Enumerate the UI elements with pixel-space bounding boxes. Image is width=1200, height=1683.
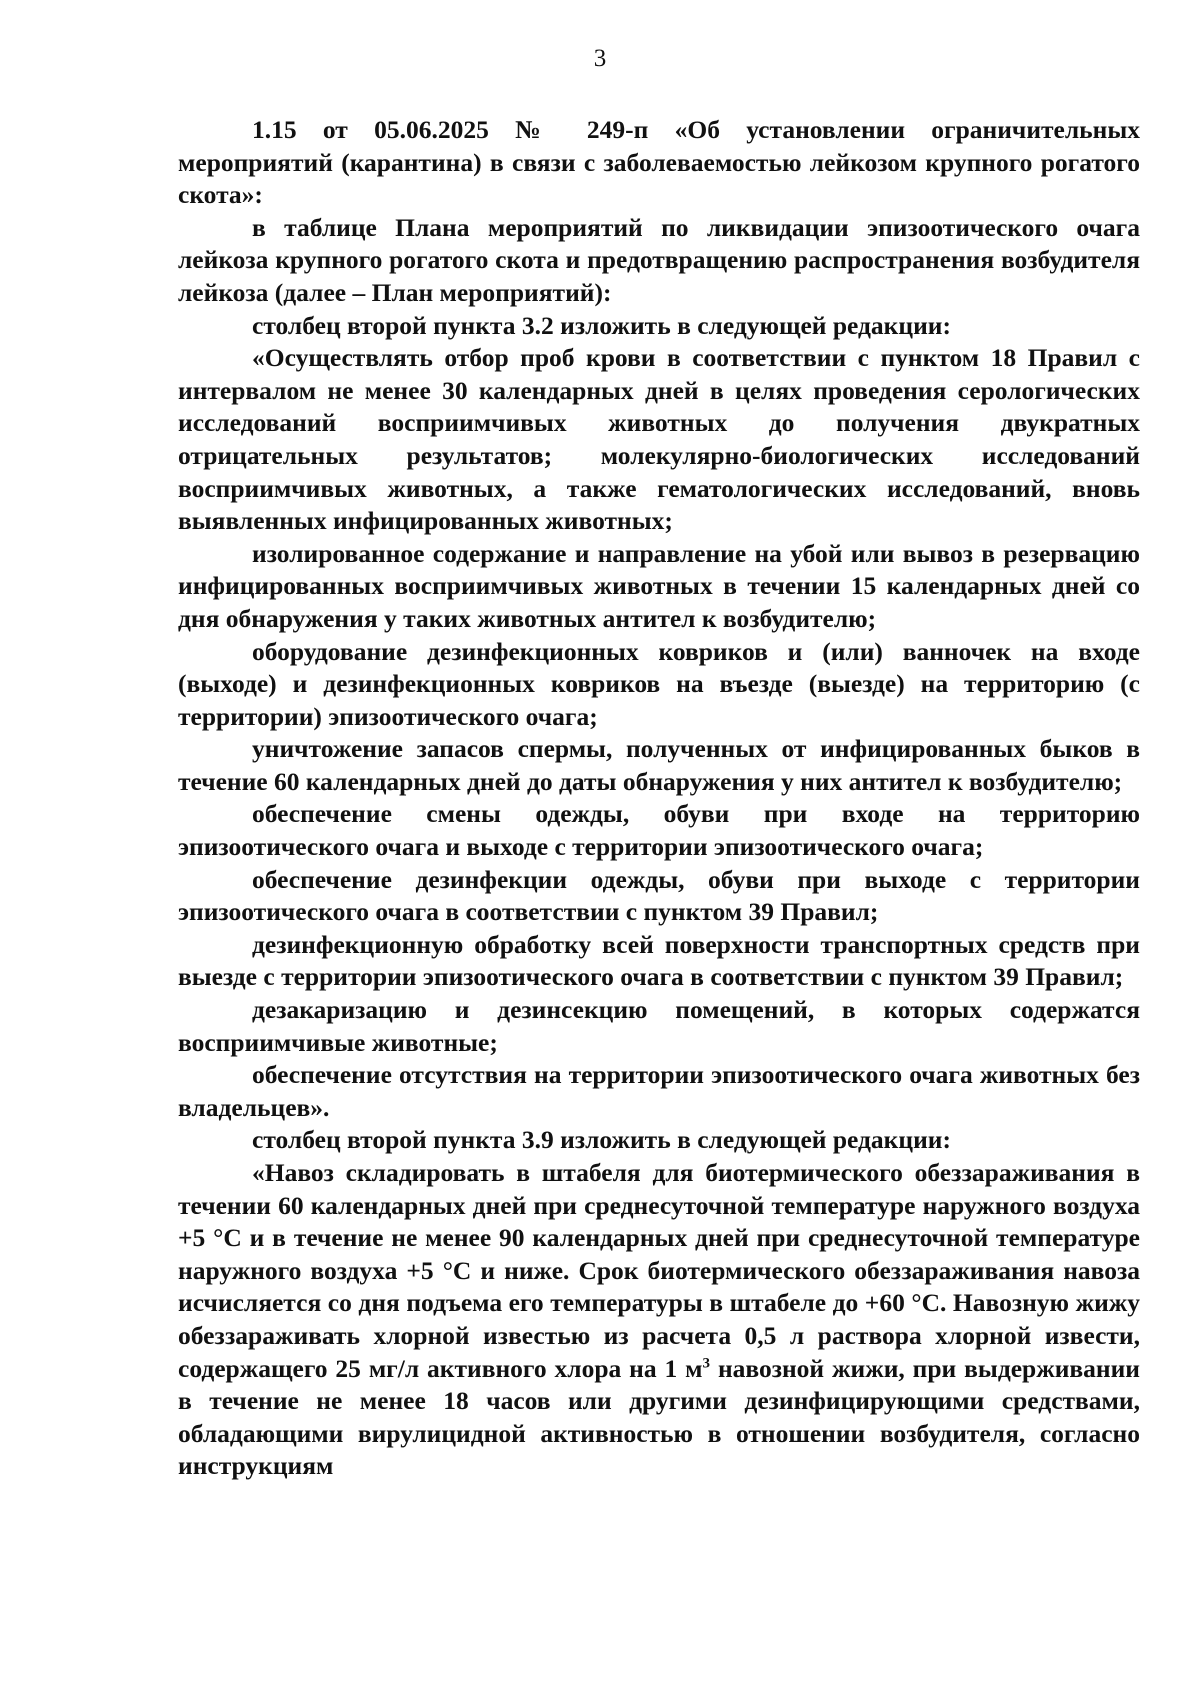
- paragraph-disinfection-mats: оборудование дезинфекционных ковриков и (или) ванночек на входе (выходе) и дезинфекционных ковриков на въезде (выезде) на территорию (с территории) эпизоотического очага;: [178, 636, 1140, 731]
- paragraph-blood-sampling: «Осуществлять отбор проб крови в соответствии с пунктом 18 Правил с интервалом не менее 30 календарных дней в целях проведения серологических исследований восприимчивых животных до получения двукратных отрицательных результатов; молекулярно-биологических исследований восприимчивых животных, а также гематологических исследований, вновь выявленных инфицированных животных;: [178, 343, 1140, 536]
- paragraph-manure-storage: [178, 1157, 1140, 1483]
- page-number: 3: [593, 45, 607, 72]
- paragraph-clothing-disinfection: обеспечение дезинфекции одежды, обуви при выходе с территории эпизоотического очага в соответствии с пунктом 39 Правил;: [178, 864, 1140, 927]
- cubic-superscript: 3: [702, 1355, 711, 1372]
- paragraph-column-3-9: столбец второй пункта 3.9 изложить в следующей редакции:: [252, 1125, 951, 1155]
- paragraph-isolation: изолированное содержание и направление на убой или вывоз в резервацию инфицированных восприимчивых животных в течении 15 календарных дней со дня обнаружения у таких животных антител к возбудителю;: [178, 538, 1140, 633]
- paragraph-stray-animals: обеспечение отсутствия на территории эпизоотического очага животных без владельцев».: [178, 1060, 1140, 1122]
- paragraph-1-15-heading: 1.15 от 05.06.2025 № 249-п «Об установлении ограничительных мероприятий (карантина) в связи с заболеваемостью лейкозом крупного рогатого скота»:: [178, 115, 1140, 210]
- manure-text-part-1: «Навоз складировать в штабеля для биотермического обеззараживания в течении 60 календарных дней при среднесуточной температуре наружного воздуха +5 °С и в течение не менее 90 календарных дней при среднесуточной температуре наружного воздуха +5 °С и ниже. Срок биотермического обеззараживания навоза исчисляется со дня подъема его температуры в штабеле до +60 °С. Навозную жижу обеззараживать хлорной известью из расчета 0,5 л раствора хлорной извести, содержащего 25 мг/л активного хлора на 1 м: [178, 1158, 1140, 1383]
- document-body: [178, 114, 1140, 1483]
- paragraph-acaricide-treatment: дезакаризацию и дезинсекцию помещений, в которых содержатся восприимчивые животные;: [178, 995, 1140, 1057]
- paragraph-plan-table: в таблице Плана мероприятий по ликвидации эпизоотического очага лейкоза крупного рогатого скота и предотвращению распространения возбудителя лейкоза (далее – План мероприятий):: [178, 212, 1140, 307]
- paragraph-clothing-change: обеспечение смены одежды, обуви при входе на территорию эпизоотического очага и выходе с территории эпизоотического очага;: [178, 799, 1140, 862]
- manure-text-part-2: навозной жижи, при выдерживании в течение не менее 18 часов или другими дезинфицирующими средствами, обладающими вирулицидной активностью в отношении возбудителя, согласно инструкциям: [178, 1353, 1140, 1481]
- paragraph-vehicle-treatment: дезинфекционную обработку всей поверхности транспортных средств при выезде с территории эпизоотического очага в соответствии с пунктом 39 Правил;: [178, 929, 1140, 992]
- paragraph-sperm-destruction: уничтожение запасов спермы, полученных от инфицированных быков в течение 60 календарных дней до даты обнаружения у них антител к возбудителю;: [178, 734, 1140, 796]
- paragraph-column-3-2: столбец второй пункта 3.2 изложить в следующей редакции:: [252, 310, 951, 340]
